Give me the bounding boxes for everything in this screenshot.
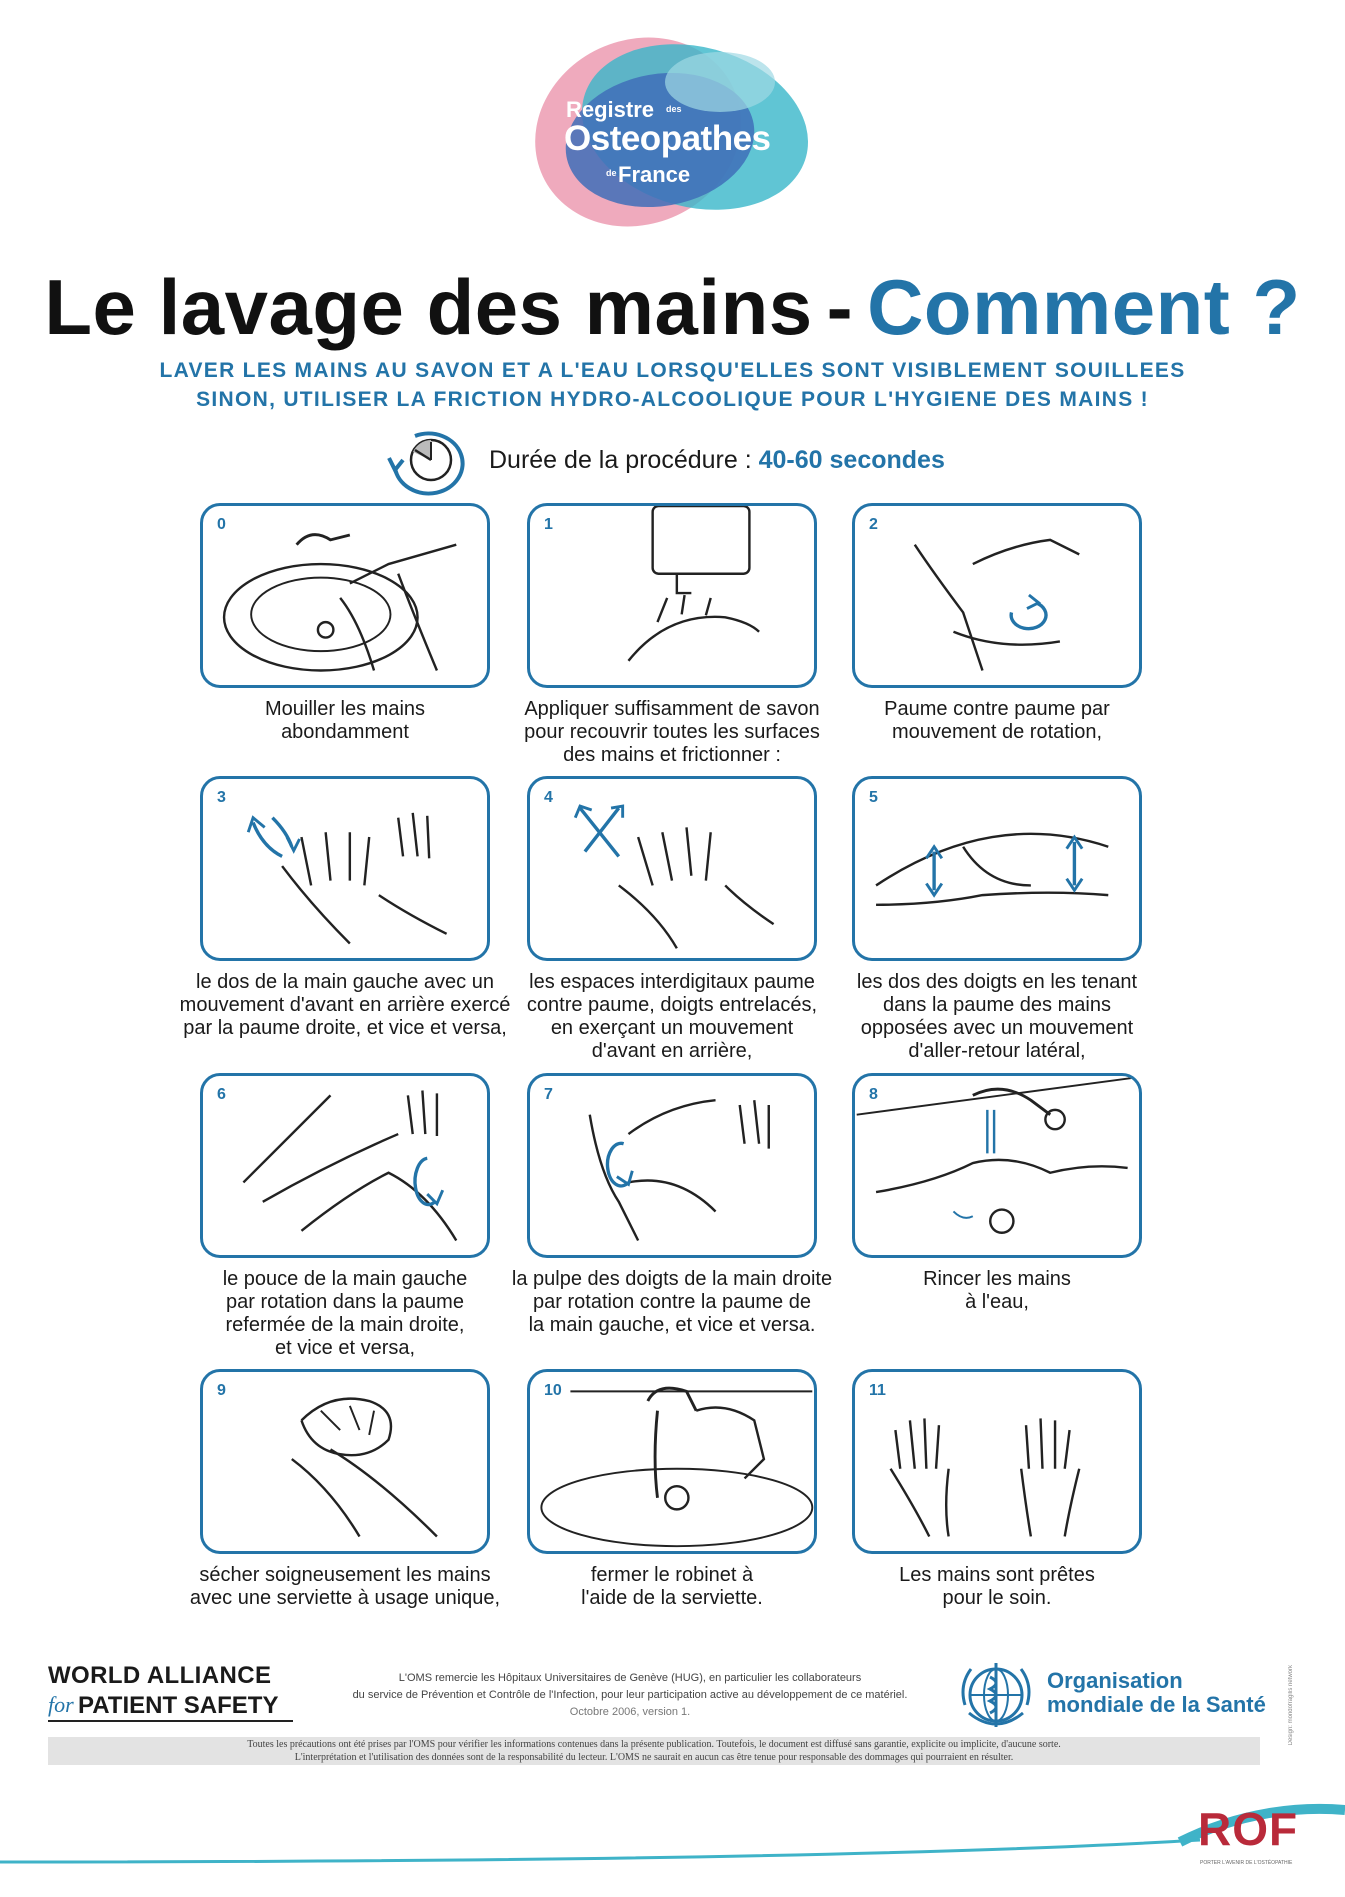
step-illustration [203,779,487,958]
version-text: Octobre 2006, version 1. [569,1706,691,1718]
rof-logo [520,22,820,234]
step-caption [827,971,1167,1063]
step-number: 8 [869,1086,878,1103]
title-part1: Le lavage des mains [44,263,813,351]
title-separator: - [826,263,854,351]
step-caption [502,1564,842,1610]
step-illustration [855,1372,1139,1551]
step-number: 9 [217,1382,226,1399]
thanks-text [310,1670,950,1721]
step-caption-line: dans la paume des mains [883,994,1111,1016]
step-caption-line: sécher soigneusement les mains [199,1564,491,1586]
step-card [200,1073,490,1258]
step-caption [175,698,515,744]
step-caption-line: pour le soin. [942,1587,1052,1609]
step-card [527,1073,817,1258]
step-illustration [530,1372,814,1551]
step-illustration [855,779,1139,958]
disclaimer-line1: Toutes les précautions ont été prises par l'OMS pour vérifier les informations contenues dans la présente publication. Toutefois, le document est diffusé sans garantie, explicite ou implicite, d'aucune sorte. [247,1739,1061,1750]
step-number: 11 [869,1382,886,1399]
logo-line1-small: des [666,104,682,114]
who-name-line1: Organisation [1047,1668,1183,1693]
logo-line1: Registre [566,97,655,122]
step-caption-line: la main gauche, et vice et versa. [528,1314,816,1336]
subtitle [0,356,1345,414]
step-caption-line: l'aide de la serviette. [581,1587,763,1609]
who-logo [955,1655,1275,1735]
step-number: 3 [217,789,226,806]
step-caption-line: par la paume droite, et vice et versa, [183,1017,507,1039]
thanks-line2: du service de Prévention et Contrôle de l'Infection, pour leur participation active au développement de ce matériel. [352,1689,908,1701]
thanks-line1: L'OMS remercie les Hôpitaux Universitaires de Genève (HUG), en particulier les collaborateurs [398,1672,862,1684]
step-illustration [855,1076,1139,1255]
step-illustration [855,506,1139,685]
step-caption-line: opposées avec un mouvement [860,1017,1134,1039]
step-caption-line: la pulpe des doigts de la main droite [511,1268,833,1290]
step-caption [827,1564,1167,1610]
subtitle-line1: LAVER LES MAINS AU SAVON ET A L'EAU LORSQU'ELLES SONT VISIBLEMENT SOUILLEES [159,359,1186,382]
step-card [200,503,490,688]
clock-icon [385,428,471,496]
disclaimer-line2: L'interprétation et l'utilisation des données sont de la responsabilité du lecteur. L'OMS ne saurait en aucun cas être tenue pour responsable des dommages qui pourraient en résulter. [294,1752,1014,1763]
step-card [852,776,1142,961]
who-name-line2: mondiale de la Santé [1047,1692,1266,1717]
rof-brand [1198,1802,1308,1872]
step-caption-line: le dos de la main gauche avec un [196,971,494,993]
rof-mark: ROF [1198,1803,1299,1855]
step-card [852,1369,1142,1554]
page-title [0,262,1345,353]
step-caption-line: Rincer les mains [923,1268,1071,1290]
step-number: 10 [544,1382,562,1399]
step-card [200,1369,490,1554]
step-caption-line: en exerçant un mouvement [550,1017,794,1039]
step-number: 1 [544,516,553,533]
step-illustration [203,1372,487,1551]
step-caption [827,1268,1167,1314]
step-caption-line: refermée de la main droite, [225,1314,465,1336]
step-caption-line: Les mains sont prêtes [899,1564,1095,1586]
alliance-line2: PATIENT SAFETY [78,1692,279,1719]
step-caption [175,971,515,1040]
step-caption-line: par rotation dans la paume [226,1291,464,1313]
step-caption-line: par rotation contre la paume de [533,1291,811,1313]
title-part2: Comment ? [867,263,1301,351]
step-caption-line: à l'eau, [965,1291,1029,1313]
step-number: 6 [217,1086,226,1103]
logo-line3: France [618,162,691,187]
step-illustration [530,506,814,685]
who-name [1047,1669,1266,1717]
step-card [852,503,1142,688]
step-caption-line: des mains et frictionner : [563,744,781,766]
step-caption-line: les espaces interdigitaux paume [529,971,815,993]
alliance-line1: WORLD ALLIANCE [48,1662,272,1689]
logo-line2: Osteopathes [564,119,771,158]
step-card [527,1369,817,1554]
step-number: 7 [544,1086,553,1103]
who-emblem-icon [955,1655,1037,1735]
duration-label [489,446,945,475]
step-number: 4 [544,789,553,806]
bottom-swoosh [0,1770,1345,1897]
step-caption-line: mouvement d'avant en arrière exercé [179,994,511,1016]
step-illustration [203,506,487,685]
step-caption [175,1564,515,1610]
step-caption-line: d'avant en arrière, [591,1040,753,1062]
step-number: 5 [869,789,878,806]
disclaimer [48,1737,1260,1765]
step-caption-line: Mouiller les mains [264,698,426,720]
step-caption [502,698,842,767]
step-illustration [203,1076,487,1255]
alliance-underline [48,1720,293,1722]
step-caption-line: pour recouvrir toutes les surfaces [524,721,820,743]
world-alliance-logo [48,1662,298,1719]
step-illustration [530,779,814,958]
step-caption-line: avec une serviette à usage unique, [189,1587,501,1609]
alliance-for: for [48,1692,74,1717]
step-caption-line: Appliquer suffisamment de savon [524,698,820,720]
step-caption [175,1268,515,1360]
step-caption-line: mouvement de rotation, [891,721,1103,743]
step-caption-line: abondamment [281,721,409,743]
duration-value: 40-60 secondes [758,446,945,474]
duration-row [385,428,1005,496]
logo-line3-small: de [606,168,617,178]
step-card [527,503,817,688]
step-caption-line: d'aller-retour latéral, [908,1040,1086,1062]
step-card [852,1073,1142,1258]
step-caption-line: le pouce de la main gauche [222,1268,468,1290]
step-caption-line: contre paume, doigts entrelacés, [526,994,818,1016]
duration-text: Durée de la procédure : [489,446,752,474]
subtitle-line2: SINON, UTILISER LA FRICTION HYDRO-ALCOOLIQUE POUR L'HYGIENE DES MAINS ! [196,388,1149,411]
design-credit: Design: mondofragilis network [1288,1665,1294,1746]
step-number: 0 [217,516,226,533]
step-caption [502,1268,842,1337]
step-caption-line: et vice et versa, [274,1337,416,1359]
rof-tagline: PORTER L'AVENIR DE L'OSTÉOPATHIE [1200,1860,1293,1866]
step-card [527,776,817,961]
step-caption-line: les dos des doigts en les tenant [856,971,1138,993]
step-caption [502,971,842,1063]
step-caption-line: fermer le robinet à [590,1564,754,1586]
step-caption [827,698,1167,744]
step-caption-line: Paume contre paume par [884,698,1110,720]
step-number: 2 [869,516,878,533]
step-illustration [530,1076,814,1255]
step-card [200,776,490,961]
